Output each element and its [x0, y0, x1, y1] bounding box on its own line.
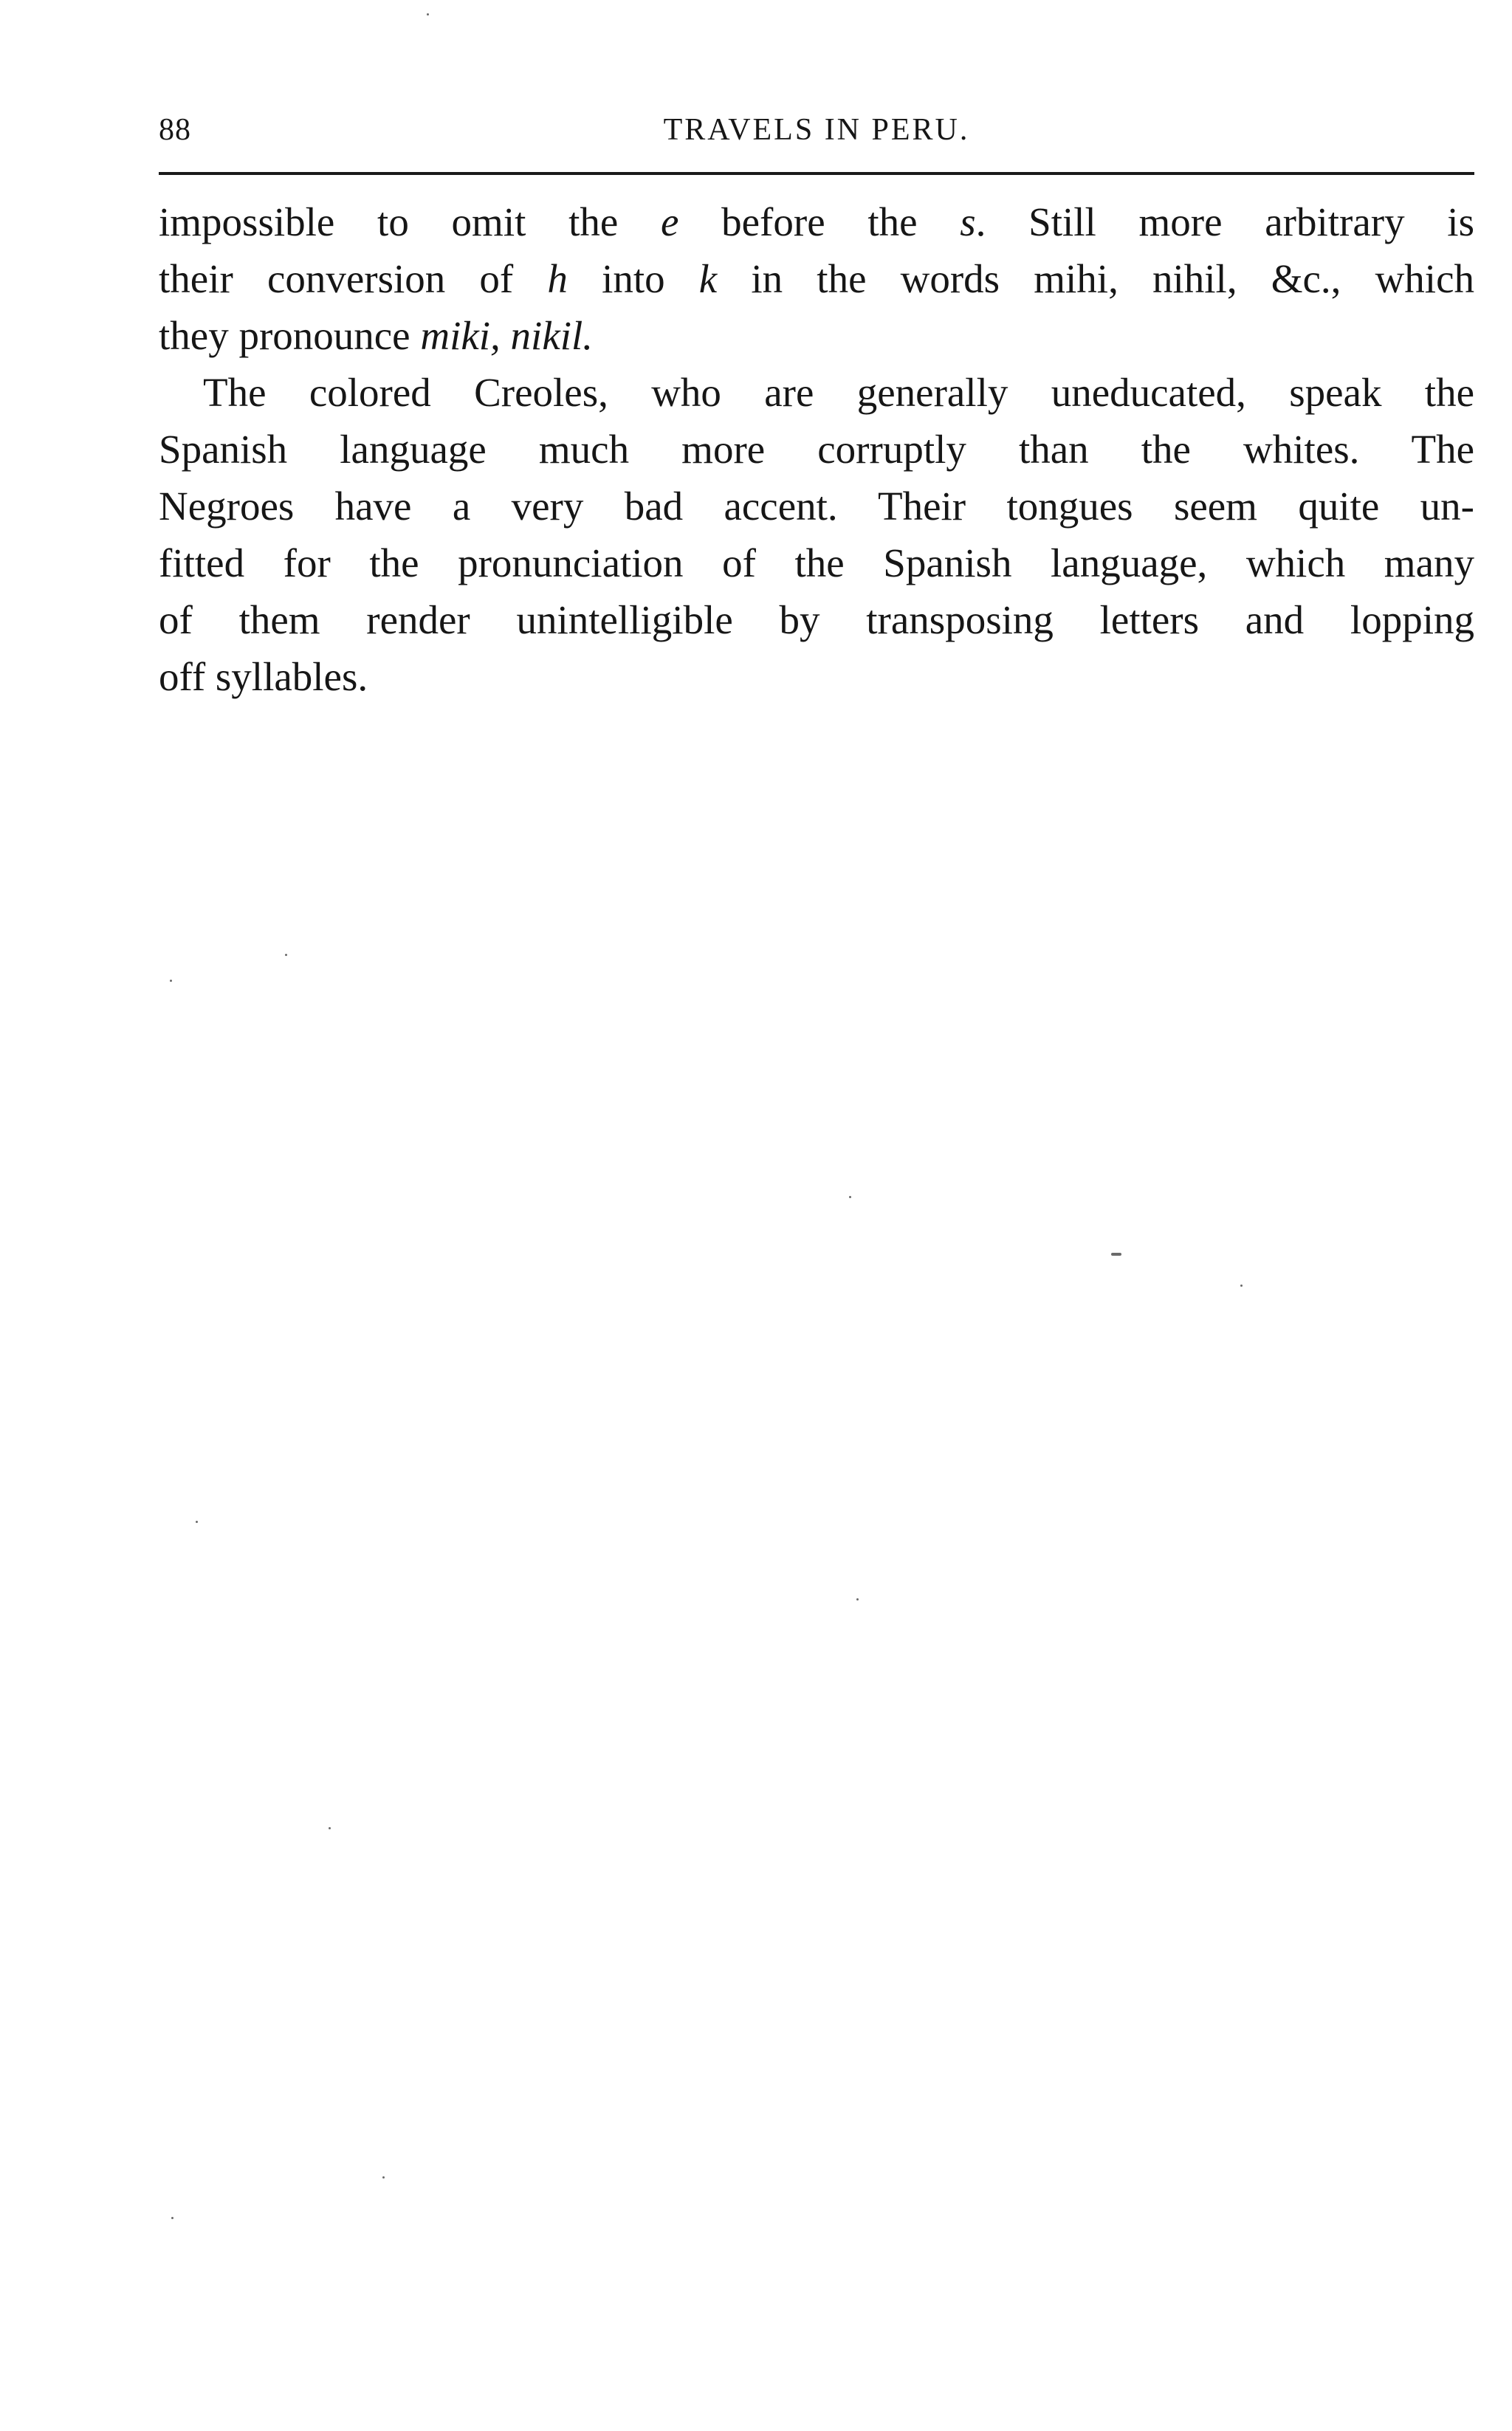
text-line: of them render unintelligible by transposing letters and lopping — [159, 597, 1474, 642]
scan-speck — [1240, 1285, 1243, 1287]
page-number: 88 — [159, 113, 191, 147]
text-line: their conversion of h into k in the words mihi, nihil, &c., which — [159, 256, 1474, 301]
text-line: fitted for the pronunciation of the Spanish language, which many — [159, 540, 1474, 585]
text-line: off syllables. — [159, 654, 368, 699]
scan-speck — [1111, 1253, 1121, 1256]
text-line: impossible to omit the e before the s. Still more arbitrary is — [159, 199, 1474, 244]
text-line: The colored Creoles, who are generally uneducated, speak the — [203, 370, 1474, 415]
text-line: they pronounce miki, nikil. — [159, 313, 594, 358]
scan-speck — [849, 1196, 851, 1198]
scan-speck — [285, 954, 287, 956]
italic-letter: k — [698, 256, 718, 301]
paragraph-1 — [159, 193, 1474, 364]
paragraph-2 — [159, 364, 1474, 705]
scan-speck — [329, 1827, 331, 1829]
header-rule — [159, 172, 1474, 175]
scan-speck — [856, 1598, 859, 1600]
body-text — [159, 193, 1474, 705]
italic-words: miki, nikil. — [420, 313, 594, 358]
scan-speck — [170, 980, 172, 982]
scan-speck — [382, 2176, 385, 2179]
text-line: Negroes have a very bad accent. Their tongues seem quite un- — [159, 484, 1474, 529]
italic-letter: e — [661, 199, 679, 244]
running-title: TRAVELS IN PERU. — [663, 113, 970, 147]
italic-letter: s — [960, 199, 976, 244]
running-head — [159, 109, 1474, 151]
scan-speck — [427, 13, 429, 16]
scan-speck — [171, 2217, 173, 2219]
scan-speck — [196, 1521, 198, 1523]
italic-letter: h — [547, 256, 568, 301]
text-line: Spanish language much more corruptly than the whites. The — [159, 427, 1474, 472]
